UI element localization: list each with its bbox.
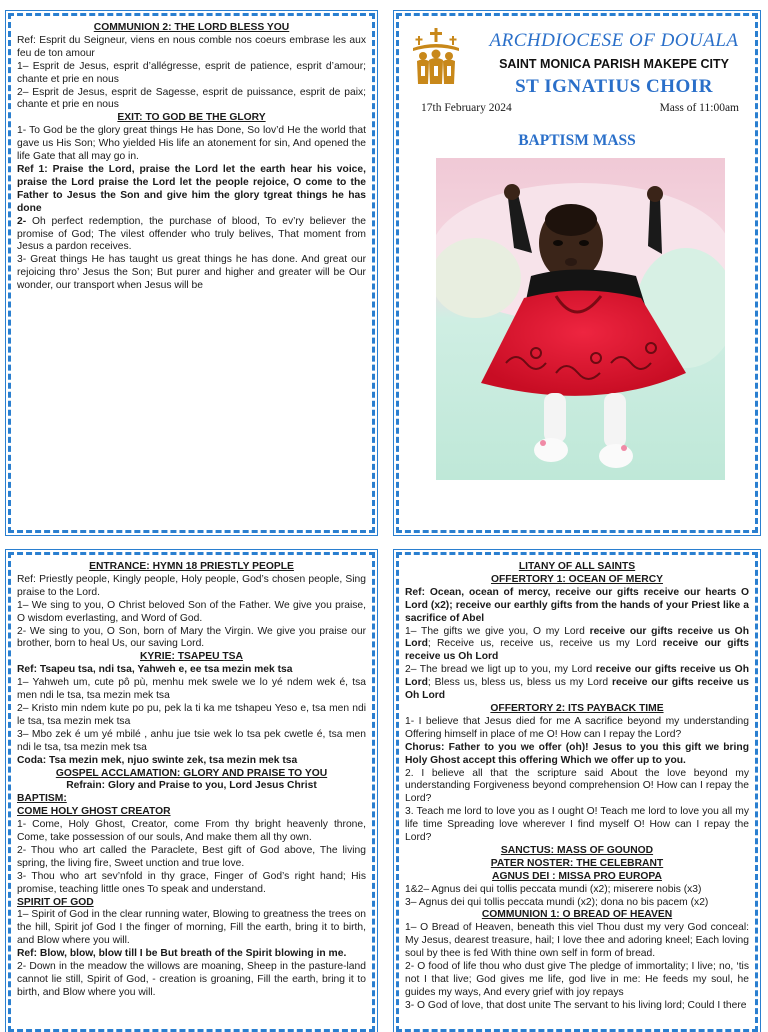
offertory1-refrain: Ref: Ocean, ocean of mercy, receive our gifts receive our hearts O Lord (x2); receive our earthly gifts from the hands of your Priest like a sacrifice of Abel	[405, 586, 749, 624]
communion1-verse-1: 1– O Bread of Heaven, beneath this viel Thou dust my very God conceal: My Jesus, dearest treasure, hail; I love thee and adoring kneel; Each loving soul by thee is fed With thine own self in form of bread.	[405, 922, 749, 960]
spirit-refrain: Ref: Blow, blow, blow till I be But breath of the Spirit blowing in me.	[17, 948, 347, 960]
baby-photo-icon	[436, 158, 725, 480]
entrance-verse-1: 1– We sing to you, O Christ beloved Son of the Father. We give you praise, O wisdom everlasting, and Word of God.	[17, 599, 366, 624]
kyrie-title: KYRIE: TSAPEU TSA	[140, 651, 243, 663]
pater-noster-title: PATER NOSTER: THE CELEBRANT	[490, 857, 664, 869]
choir-logo-icon	[411, 26, 461, 86]
communion2-verse-2: 2– Esprit de Jesus, esprit de Sagesse, esprit de puissance, esprit de paix; chante et prie en nous	[17, 86, 366, 111]
gospel-acclamation-title: GOSPEL ACCLAMATION: GLORY AND PRAISE TO YOU	[55, 767, 328, 779]
exit-verse-1: 1- To God be the glory great things He has Done, So lov’d He the world that gave us His Son; Who yielded His life an atonement for sin, And opened the life Gate that all may go in.	[17, 125, 366, 163]
kyrie-refrain: Ref: Tsapeu tsa, ndi tsa, Yahweh e, ee tsa mezin mek tsa	[17, 664, 293, 676]
spirit-verse-1: 1– Spirit of God in the clear running water, Blowing to greatness the trees on the hill, Spirit jof God I the finger of morning, Fill the earth, bring it to birth, and Blow where you will.	[17, 909, 366, 947]
offertory2-title: OFFERTORY 2: ITS PAYBACK TIME	[490, 702, 664, 714]
offertory1-verse-1-c: ; Receive us, receive us, receive us my Lord	[427, 638, 663, 650]
spirit-verse-2: 2- Down in the meadow the willows are moaning, Sheep in the pasture-land cannot lie still, Spirit of God, - creation is groaning, Fill the earth, bring it to birth, and Blow where you will.	[17, 961, 366, 998]
baptism-heading: BAPTISM:	[17, 793, 67, 805]
communion2-verse-1: 1– Esprit de Jesus, esprit d’allégresse, esprit de patience, esprit d’amour; chante et prie en nous	[17, 60, 366, 85]
entrance-verse-2: 2- We sing to you, O Son, born of Mary the Virgin. We give you praise our brother, born to heal Us, our saving Lord.	[17, 625, 366, 650]
baptism-mass-title: BAPTISM MASS	[518, 132, 636, 149]
mass-time: Mass of 11:00am	[659, 102, 739, 114]
exit-verse-2-text: Oh perfect redemption, the purchase of blood, To ev’ry believer the promise of God; The vilest offender who truly belives, That moment from Jesus a pardon receives.	[17, 215, 366, 253]
creator-title: COME HOLY GHOST CREATOR	[17, 806, 171, 818]
creator-verse-1: 1- Come, Holy Ghost, Creator, come From thy bright heavenly throne, Come, take possession of our souls, And make them all thy own.	[17, 819, 366, 844]
gospel-refrain: Refrain: Glory and Praise to you, Lord Jesus Christ	[66, 780, 317, 792]
creator-verse-3: 3- Thou who art sev’nfold in thy grace, Finger of God’s right hand; His promise, teaching little ones To speak and understand.	[17, 870, 366, 895]
sanctus-title: SANCTUS: MASS OF GOUNOD	[500, 844, 654, 856]
offertory2-verse-1: 1- I believe that Jesus died for me A sacrifice beyond my understanding Offering himself in place of me O! How can I repay the Lord?	[405, 715, 749, 740]
offertory1-verse-2	[405, 664, 749, 703]
offertory1-verse-2-a: 2– The bread we ligt up to you, my Lord	[405, 664, 596, 676]
cover-header	[411, 26, 751, 96]
creator-verse-2: 2- Thou who art called the Paraclete, Best gift of God above, The living spring, the living fire, Sweet unction and true love.	[17, 844, 366, 869]
kyrie-coda: Coda: Tsa mezin mek, njuo swinte zek, tsa mezin mek tsa	[17, 754, 298, 766]
litany-title: LITANY OF ALL SAINTS	[518, 561, 636, 572]
mass-date: 17th February 2024	[421, 102, 512, 114]
parish-name: SAINT MONICA PARISH MAKEPE CITY	[499, 57, 729, 71]
kyrie-verse-2: 2– Kristo min ndem kute po pu, pek la ti ka me tshapeu Yeso e, tsa men ndi le tsa, tsa mezin mek tsa	[17, 702, 366, 727]
agnus-dei-title: AGNUS DEI : MISSA PRO EUROPA	[492, 870, 662, 882]
entrance-title: ENTRANCE: HYMN 18 PRIESTLY PEOPLE	[89, 561, 294, 572]
offertory1-verse-2-b: receive our gifts receive us Oh Lord	[405, 664, 749, 689]
exit-refrain: Ref 1: Praise the Lord, praise the Lord let the earth hear his voice, praise the Lord praise the Lord let the people rejoice, O come to the Father to Jesus the Son and give him the glory tgreat things he has done	[17, 163, 366, 214]
entrance-refrain: Ref: Priestly people, Kingly people, Holy people, God’s chosen people, Sing praise to the Lord.	[17, 573, 366, 598]
spirit-of-god-title: SPIRIT OF GOD	[17, 896, 94, 908]
agnus-verse-3: 3– Agnus dei qui tollis peccata mundi (x2); dona no bis pacem (x2)	[405, 896, 709, 908]
offertory1-verse-1	[405, 626, 749, 665]
offertory1-verse-1-b: receive our gifts receive us Oh Lord	[405, 625, 749, 650]
exit-title: EXIT: TO GOD BE THE GLORY	[117, 112, 266, 124]
communion-exit-panel	[8, 13, 375, 533]
offertory2-chorus: Chorus: Father to you we offer (oh)! Jesus to you this gift we bring Holy Ghost accept this offering Which we offer up to you.	[405, 741, 749, 766]
choir-name: ST IGNATIUS CHOIR	[515, 76, 713, 97]
offertory1-verse-2-d: receive our gifts receive us Oh Lord	[405, 677, 749, 702]
communion2-title: COMMUNION 2: THE LORD BLESS YOU	[93, 22, 290, 33]
exit-verse-2	[17, 216, 366, 255]
offertory-communion-panel	[396, 552, 758, 1032]
communion1-verse-2: 2- O food of life thou who dust give The pledge of immortality; I live; no, ‘tis not I that live; God gives me life, god live in me: He feeds my soul, he guides my ways, And every grief with joy repays	[405, 961, 749, 998]
communion1-title: COMMUNION 1: O BREAD OF HEAVEN	[481, 909, 673, 921]
communion2-refrain: Ref: Esprit du Seigneur, viens en nous comble nos coeurs embrase les aux feu de ton amour	[17, 34, 366, 59]
offertory2-verse-3: 3. Teach me lord to love you as I ought O! Teach me lord to love you all my life time Spreading love wherever I find myself O! How can I repay the Lord?	[405, 806, 749, 844]
exit-verse-3: 3- Great things He has taught us great things he has done. And great our rejoicing thro’ Jesus the Son; But purer and higher and greater will be Our wonder, our transport when Jesus will be	[17, 254, 366, 292]
offertory2-verse-2: 2. I believe all that the scripture said About the love beyond my understanding Forgiveness beyond comprehension O! How can I repay the Lord?	[405, 767, 749, 805]
offertory1-title: OFFERTORY 1: OCEAN OF MERCY	[490, 573, 663, 585]
archdiocese-title: ARCHDIOCESE OF DOUALA	[489, 30, 739, 51]
kyrie-verse-3: 3– Mbo zek é um yé mbilé , anhu jue tsie wek lo tsa pek cwetle é, tsa men ndi le tsa, tsa mezin mek tsa	[17, 728, 366, 753]
agnus-verse-1-2: 1&2– Agnus dei qui tollis peccata mundi (x2); miserere nobis (x3)	[405, 883, 702, 895]
offertory1-verse-1-a: 1– The gifts we give you, O my Lord	[405, 625, 590, 637]
exit-verse-2-number: 2-	[17, 215, 27, 227]
communion1-verse-3: 3- O God of love, that dost unite The servant to his living lord; Could I there	[405, 999, 747, 1011]
entrance-baptism-panel	[8, 552, 375, 1032]
kyrie-verse-1: 1– Yahweh um, cute pô pù, menhu mek swele we lo yé ndem wek é, tsa men ndi le tsa, tsa mezin mek tsa	[17, 677, 366, 702]
cover-panel	[396, 13, 758, 533]
offertory1-verse-2-c: ; Bless us, bless us, bless us my Lord	[427, 677, 612, 689]
offertory1-verse-1-d: receive our gifts receive us Oh Lord	[405, 638, 749, 663]
